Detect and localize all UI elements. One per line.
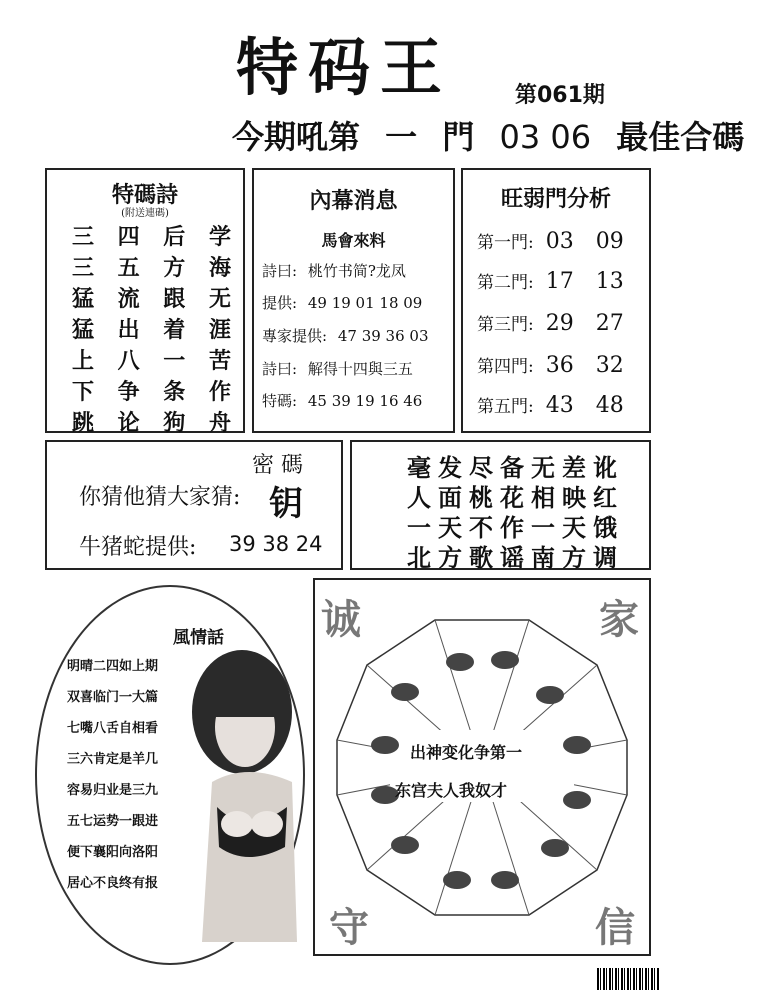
secret-title: 密 碼	[252, 453, 303, 478]
inside-line: 詩曰: 桃竹书简?龙凤	[262, 262, 406, 280]
inside-line: 詩曰: 解得十四與三五	[262, 360, 413, 378]
provider-numbers: 39 38 24	[229, 532, 323, 556]
poem-row: 猛 流 跟 无	[71, 286, 231, 312]
corner-char: 诚	[321, 596, 361, 643]
romance-line: 明晴二四如上期	[67, 659, 159, 674]
poem-row: 跳 论 狗 舟	[71, 410, 231, 436]
analysis-row: 第三門: 29 27	[477, 311, 624, 336]
poem-row: 下 争 条 作	[71, 379, 231, 405]
barcode-image	[597, 968, 659, 990]
romance-line: 双喜临门一大篇	[67, 690, 159, 705]
secret-char: 钥	[269, 484, 303, 524]
analysis-box	[461, 168, 651, 433]
guess-label: 你猜他猜大家猜:	[79, 485, 241, 510]
poem-grid	[69, 220, 234, 437]
page-title: 特码王	[235, 31, 452, 104]
provider-label: 牛猪蛇提供:	[79, 535, 197, 560]
headline-numbers: 03 06	[499, 118, 592, 156]
verse-line: 人面桃花相映红	[407, 483, 624, 512]
romance-line: 三六肯定是羊几	[67, 752, 159, 767]
romance-line: 居心不良终有报	[67, 876, 159, 891]
headline-count: 一	[385, 118, 418, 156]
romance-oval	[35, 585, 305, 965]
headline-suffix: 最佳合碼	[616, 118, 745, 156]
inside-title: 內幕消息	[309, 188, 398, 214]
poem-row: 三 四 后 学	[71, 224, 231, 250]
wheel-center-line: 东宫夫人我奴才	[395, 781, 508, 800]
inside-line: 提供: 49 19 01 18 09	[262, 294, 423, 312]
headline-label: 門	[442, 118, 475, 156]
corner-char: 信	[595, 904, 635, 951]
poem-row: 上 八 一 苦	[71, 348, 231, 374]
verse-line: 毫发尽备无差讹	[407, 453, 624, 482]
romance-line: 容易归业是三九	[67, 783, 159, 798]
poem-title: 特碼詩	[111, 182, 178, 208]
inside-news-box	[252, 168, 455, 433]
verse-box	[350, 440, 651, 570]
verse-line: 一天不作一天饿	[407, 513, 624, 542]
guess-box	[45, 440, 343, 570]
analysis-row: 第四門: 36 32	[477, 353, 624, 378]
inside-source: 馬會來料	[321, 231, 386, 250]
analysis-row: 第五門: 43 48	[477, 393, 624, 418]
analysis-row: 第二門: 17 13	[477, 269, 624, 294]
issue-number: 第061期	[515, 83, 605, 108]
woman-portrait-image	[187, 642, 307, 942]
wheel-center-line: 出神变化争第一	[410, 743, 523, 762]
inside-line: 特碼: 45 39 19 16 46	[262, 392, 423, 410]
corner-char: 家	[599, 596, 639, 643]
poem-box	[45, 168, 245, 436]
analysis-title: 旺弱門分析	[500, 186, 611, 212]
poem-row: 三 五 方 海	[71, 255, 231, 281]
romance-line: 便下襄阳向洛阳	[67, 845, 159, 860]
verse-line: 北方歌谣南方调	[407, 543, 624, 572]
poem-row: 猛 出 着 涯	[71, 317, 231, 343]
analysis-row: 第一門: 03 09	[477, 229, 624, 254]
inside-line: 專家提供: 47 39 36 03	[262, 327, 429, 345]
corner-char: 守	[329, 904, 369, 951]
headline	[232, 112, 758, 158]
headline-prefix: 今期吼第	[232, 118, 361, 156]
romance-line: 七嘴八舌自相看	[67, 721, 159, 736]
romance-line: 五七运势一跟进	[67, 814, 159, 829]
poem-subtitle: (附送連碼)	[121, 208, 169, 219]
zodiac-wheel-box	[313, 578, 651, 956]
romance-title: 風情話	[173, 628, 224, 648]
